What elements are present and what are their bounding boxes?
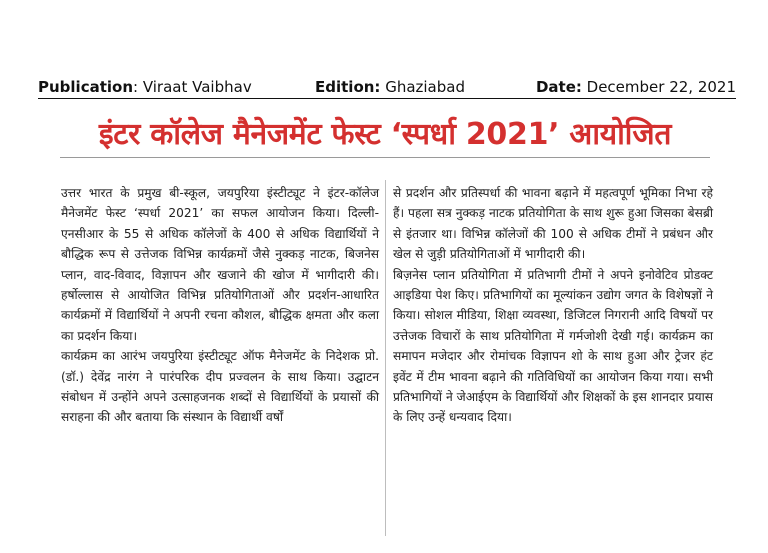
article-column-left: [61, 183, 379, 428]
column-divider: [385, 180, 386, 536]
clipping-masthead: [38, 78, 736, 99]
right-paragraph-1: से प्रदर्शन और प्रतिस्पर्धा की भावना बढ़ाने में महत्वपूर्ण भूमिका निभा रहे हैं। पहला सत्र नुक्कड़ नाटक प्रतियोगिता के साथ शुरू हुआ जिसका बेसब्री से इंतजार था। विभिन्न कॉलेजों की 100 से अधिक टीमों ने प्रबंधन और खेल से जुड़ी प्रतियोगिताओं में भागीदारी की।: [393, 186, 713, 262]
publication-info: [38, 78, 252, 96]
edition-label: Edition:: [315, 78, 381, 96]
edition-value: Ghaziabad: [380, 78, 465, 96]
left-paragraph-2: कार्यक्रम का आरंभ जयपुरिया इंस्टीट्यूट ऑफ मैनेजमेंट के निदेशक प्रो. (डॉ.) देवेंद्र नारंग ने पारंपरिक दीप प्रज्वलन के साथ किया। उद्घाटन संबोधन में उन्होंने अपने उत्साहजनक शब्दों से विद्यार्थियों के प्रयासों की सराहना की और बताया कि संस्थान के विद्यार्थी वर्षों: [61, 349, 379, 425]
article-column-right: [393, 183, 713, 428]
date-value: December 22, 2021: [581, 78, 736, 96]
date-label: Date:: [535, 78, 582, 96]
left-paragraph-1: उत्तर भारत के प्रमुख बी-स्कूल, जयपुरिया इंस्टीट्यूट ने इंटर-कॉलेज मैनेजमेंट फेस्ट ‘स्पर्धा 2021’ का सफल आयोजन किया। दिल्ली-एनसीआर के 55 से अधिक कॉलेजों के 400 से अधिक विद्यार्थियों ने बौद्धिक रूप से उत्तेजक विभिन्न कार्यक्रमों जैसे नुक्कड़ नाटक, बिजनेस प्लान, वाद-विवाद, विज्ञापन और खजाने की खोज में भागीदारी की। हर्षोल्लास से आयोजित विभिन्न प्रतियोगिताओं और प्रदर्शन-आधारित कार्यक्रमों में विद्यार्थियों ने अपनी रचना कौशल, बौद्धिक क्षमता और कला का प्रदर्शन किया।: [61, 186, 379, 343]
publication-value: : Viraat Vaibhav: [133, 78, 252, 96]
date-info: [536, 78, 736, 96]
headline-divider: [60, 157, 710, 158]
right-paragraph-2: बिज़नेस प्लान प्रतियोगिता में प्रतिभागी टीमों ने अपने इनोवेटिव प्रोडक्ट आइडिया पेश किए। प्रतिभागियों का मूल्यांकन उद्योग जगत के विशेषज्ञों ने किया। सोशल मीडिया, शिक्षा व्यवस्था, डिजिटल निगरानी आदि विषयों पर उत्तेजक विचारों के साथ प्रतियोगिता में गर्मजोशी देखी गई। कार्यक्रम का समापन मजेदार और रोमांचक विज्ञापन शो के साथ हुआ और ट्रेजर हंट इवेंट में टीम भावना बढ़ाने की गतिविधियों का आयोजन किया गया। सभी प्रतिभागियों ने जेआईएम के विद्यार्थियों और शिक्षकों के इस शानदार प्रयास के लिए उन्हें धन्यवाद दिया।: [393, 267, 713, 425]
article-headline: इंटर कॉलेज मैनेजमेंट फेस्ट ‘स्पर्धा 2021’ आयोजित: [98, 117, 672, 152]
edition-info: [315, 78, 465, 96]
publication-label: Publication: [38, 78, 134, 96]
